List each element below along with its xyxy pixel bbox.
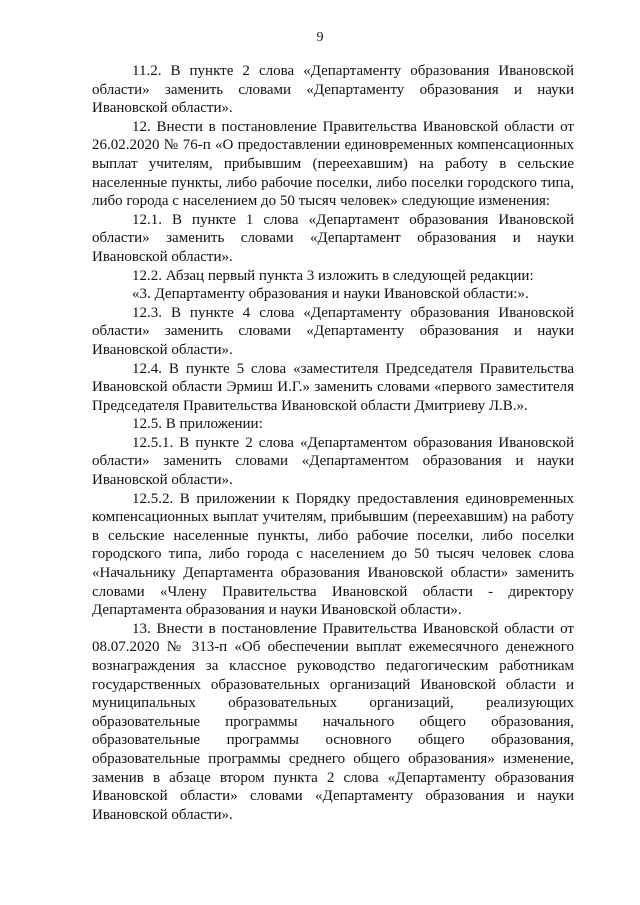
paragraph-12: 12. Внести в постановление Правительства Ивановской области от 26.02.2020 № 76-п «О предоставлении единовременных компенсационных выплат учителям, прибывшим (переехавшим) на работу в сельские населенные пункты, либо рабочие поселки, либо поселки городского типа, либо города с населением до 50 тысяч человек» следующие изменения: — [92, 118, 574, 210]
document-body — [92, 62, 574, 824]
paragraph-13: 13. Внести в постановление Правительства Ивановской области от 08.07.2020 № 313-п «Об обеспечении выплат ежемесячного денежного вознаграждения за классное руководство педагогическим работникам государственных образовательных организаций Ивановской области и муниципальных образовательных организаций, реализующих образовательные программы начального общего образования, образовательные программы основного общего образования, образовательные программы среднего общего образования» изменение, заменив в абзаце втором пункта 2 слова «Департаменту образования Ивановской области» словами «Департаменту образования и науки Ивановской области». — [92, 620, 574, 823]
paragraph-11-2: 11.2. В пункте 2 слова «Департаменту образования Ивановской области» заменить словами «Департаменту образования и науки Ивановской области». — [92, 63, 574, 117]
paragraph-12-1: 12.1. В пункте 1 слова «Департамент образования Ивановской области» заменить словами «Департамент образования и науки Ивановской области». — [92, 211, 574, 265]
paragraph-12-2: 12.2. Абзац первый пункта 3 изложить в следующей редакции: — [132, 267, 534, 284]
paragraph-12-3: 12.3. В пункте 4 слова «Департаменту образования Ивановской области» заменить словами «Департаменту образования и науки Ивановской области». — [92, 304, 574, 358]
paragraph-12-5-2: 12.5.2. В приложении к Порядку предоставления единовременных компенсационных выплат учителям, прибывшим (переехавшим) на работу в сельские населенные пункты, либо рабочие поселки, либо поселки городского типа, либо города с населением до 50 тысяч человек слова «Начальнику Департамента образования Ивановской области» заменить словами «Члену Правительства Ивановской области - директору Департамента образования и науки Ивановской области». — [92, 490, 574, 619]
paragraph-12-5-1: 12.5.1. В пункте 2 слова «Департаментом образования Ивановской области» заменить словами «Департаментом образования и науки Ивановской области». — [92, 434, 574, 489]
paragraph-12-5: 12.5. В приложении: — [132, 416, 263, 433]
paragraph-12-4: 12.4. В пункте 5 слова «заместителя Председателя Правительства Ивановской области Эрмиш И.Г.» заменить словами «первого заместителя Председателя Правительства Ивановской области Дмитриеву Л.В.». — [92, 360, 574, 414]
page-number: 9 — [316, 30, 324, 45]
paragraph-12-2-quote: «3. Департаменту образования и науки Ивановской области:». — [132, 286, 529, 303]
